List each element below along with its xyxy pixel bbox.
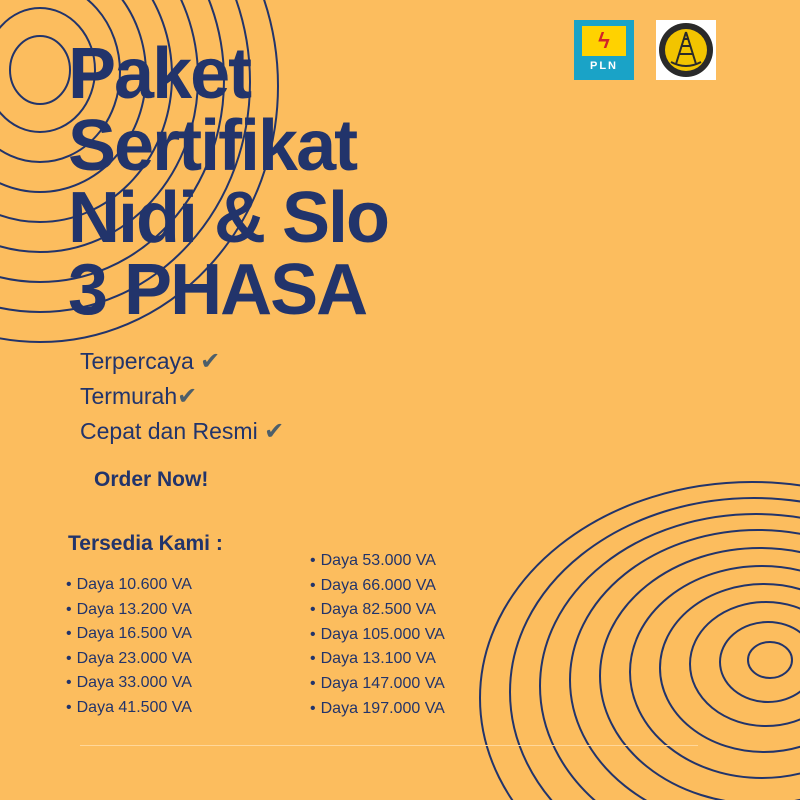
- power-item: • Daya 23.000 VA: [66, 647, 192, 672]
- feature-list: [80, 344, 284, 449]
- pln-logo: [574, 20, 634, 80]
- power-item: • Daya 105.000 VA: [310, 623, 445, 648]
- title-line: Sertifikat: [68, 106, 357, 186]
- power-item: • Daya 66.000 VA: [310, 574, 445, 599]
- page-title: [68, 34, 388, 330]
- feature-item: [80, 344, 284, 379]
- tower-emblem-icon: [656, 20, 716, 80]
- order-now-button[interactable]: Order Now!: [94, 468, 209, 491]
- contour-bottom-right: [480, 482, 800, 800]
- esdm-emblem-logo: [656, 20, 716, 80]
- power-item: • Daya 13.100 VA: [310, 647, 445, 672]
- footer-divider: [80, 745, 698, 746]
- feature-label: Cepat dan Resmi: [80, 418, 265, 444]
- power-item: • Daya 13.200 VA: [66, 598, 192, 623]
- power-item: • Daya 10.600 VA: [66, 573, 192, 598]
- available-section-title: Tersedia Kami :: [68, 532, 223, 555]
- power-list-right: [310, 549, 445, 721]
- power-item: • Daya 41.500 VA: [66, 696, 192, 721]
- feature-label: Terpercaya: [80, 348, 201, 374]
- pln-logo-label: PLN: [590, 60, 618, 72]
- check-mark-icon: ✔: [177, 383, 198, 410]
- power-item: • Daya 82.500 VA: [310, 598, 445, 623]
- feature-item: [80, 379, 284, 414]
- title-line: Nidi & Slo: [68, 178, 388, 258]
- pln-logo-badge: [582, 26, 626, 56]
- power-item: • Daya 53.000 VA: [310, 549, 445, 574]
- feature-item: [80, 414, 284, 449]
- power-list-left: [66, 573, 192, 721]
- power-item: • Daya 147.000 VA: [310, 672, 445, 697]
- power-item: • Daya 33.000 VA: [66, 671, 192, 696]
- check-mark-icon: ✔: [264, 418, 285, 445]
- check-mark-icon: ✔: [200, 348, 221, 375]
- title-line: 3 PHASA: [68, 250, 367, 330]
- power-item: • Daya 16.500 VA: [66, 622, 192, 647]
- feature-label: Termurah: [80, 383, 178, 409]
- title-line: Paket: [68, 34, 251, 114]
- power-item: • Daya 197.000 VA: [310, 697, 445, 722]
- lightning-bolt-icon: ϟ: [598, 28, 610, 53]
